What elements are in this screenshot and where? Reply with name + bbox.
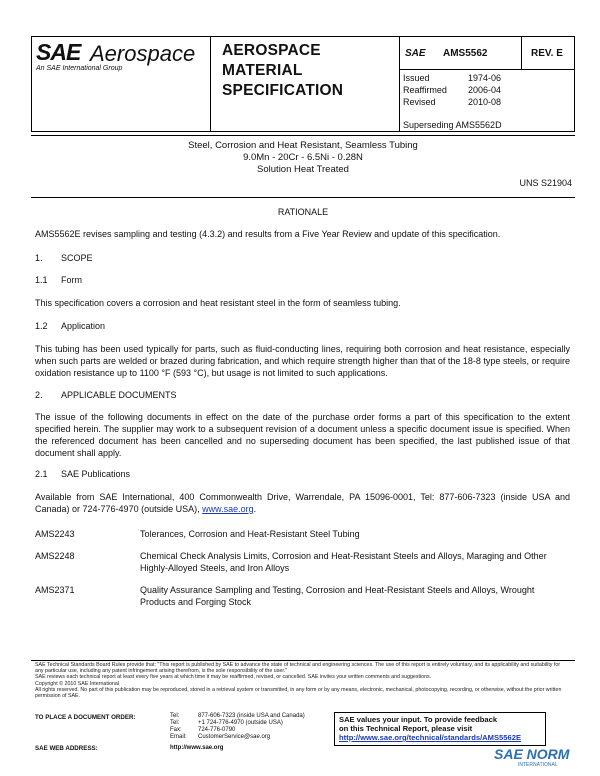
customer-service-email[interactable]: CustomerService@sae.org xyxy=(198,734,271,740)
footer-copyright: Copyright © 2010 SAE International xyxy=(35,680,119,687)
title-bottom-rule xyxy=(31,197,575,198)
spec-type-title: AEROSPACE MATERIAL SPECIFICATION xyxy=(222,42,344,99)
footer-review-text: SAE reviews each technical report at least every five years at which time it may be reaffirmed, revised, or cancelled. SAE invites your written comments and suggestions. xyxy=(35,674,432,681)
sae-norm-watermark: SAE NORM xyxy=(494,746,570,762)
section-2-1-heading: 2.1 SAE Publications xyxy=(35,469,131,479)
reference-code: AMS2243 xyxy=(35,529,75,539)
order-contacts: Tel: 877-606-7323 (inside USA and Canada) Tel: +1 724-776-4970 (outside USA) Fax: 724-776-0790 Email: CustomerService@sae.org xyxy=(170,713,305,740)
title-top-rule xyxy=(31,135,575,136)
reference-description: Quality Assurance Sampling and Testing, Corrosion and Heat-Resistant Steels and Alloys, Wrought Products and Forging Stock xyxy=(140,585,535,607)
rationale-heading: RATIONALE xyxy=(277,207,329,217)
feedback-box: SAE values your input. To provide feedback on this Technical Report, please visit http://www.sae.org/technical/standards/AMS5562E xyxy=(334,712,546,746)
web-address-label: SAE WEB ADDRESS: xyxy=(35,745,98,752)
web-address-link[interactable]: http://www.sae.org xyxy=(170,745,224,751)
dates-cell xyxy=(399,69,574,131)
revision-cell xyxy=(521,37,574,70)
section-2-heading: 2. APPLICABLE DOCUMENTS xyxy=(35,390,177,400)
section-1-heading: 1. SCOPE xyxy=(35,253,93,263)
superseding-note: Superseding AMS5562D xyxy=(403,120,502,130)
date-list: Issued 1974-06 Reaffirmed 2006-04 Revised 2010-08 xyxy=(403,73,502,107)
footer-rights: All rights reserved. No part of this publication may be reproduced, stored in a retrieval system or transmitted, in any form or by any means, electronic, mechanical, photocopying, recording, or otherwise, without the prior written permission of SAE. xyxy=(35,686,562,700)
reference-code: AMS2248 xyxy=(35,551,75,561)
logo-subtitle: An SAE International Group xyxy=(36,65,123,72)
aerospace-logo-text: Aerospace xyxy=(90,41,196,66)
sae-website-link[interactable]: www.sae.org xyxy=(202,504,254,514)
section-1-1-heading: 1.1 Form xyxy=(35,275,82,285)
reference-description: Tolerances, Corrosion and Heat-Resistant Steel Tubing xyxy=(140,529,360,539)
feedback-link[interactable]: http://www.sae.org/technical/standards/AMS5562E xyxy=(339,733,522,742)
small-sae-logo: SAE xyxy=(405,48,426,59)
rationale-text: AMS5562E revises sampling and testing (4.3.2) and results from a Five Year Review and update of this specification. xyxy=(35,229,501,239)
footer-legal xyxy=(35,662,570,699)
section-1-2-text: This tubing has been used typically for parts, such as fluid-conducting lines, requiring both corrosion and heat resistance, especially when such parts are welded or brazed during fabrication, and which require strength higher than that of the 18-8 type steels, or require oxidation resistance up to 1100 °F (593 °C), but usage is not limited to such applications. xyxy=(35,344,570,378)
footer-rules-text: SAE Technical Standards Board Rules provide that: "This report is published by SAE to advance the state of technical and engineering sciences. The use of this report is entirely voluntary, and its applicability and suitability for any particular use, including any patent infringement arising therefrom, is the sole responsibility of the user." xyxy=(35,662,561,675)
reference-description: Chemical Check Analysis Limits, Corrosion and Heat-Resistant Steels and Alloys, Maraging and Other Highly-Alloyed Steels, and Iron Alloys xyxy=(140,551,547,573)
reference-code: AMS2371 xyxy=(35,585,75,595)
revision-label: REV. E xyxy=(531,48,563,59)
order-label: TO PLACE A DOCUMENT ORDER: xyxy=(35,714,136,721)
section-2-text: The issue of the following documents in effect on the date of the purchase order forms a part of this specification to the extent specified herein. The supplier may work to a subsequent revision of a document unless a specific document issue is specified. When the referenced document has been cancelled and no superseding document has been specified, the last published issue of that document shall apply. xyxy=(35,412,570,458)
sae-logo: SAE xyxy=(36,39,81,65)
watermark-subtitle: INTERNATIONAL xyxy=(518,762,558,768)
document-header xyxy=(31,36,575,132)
spec-number-cell xyxy=(399,37,522,70)
spec-number: AMS5562 xyxy=(443,48,488,59)
footer-rule xyxy=(31,660,575,661)
section-1-2-heading: 1.2 Application xyxy=(35,321,106,331)
section-1-1-text: This specification covers a corrosion and heat resistant steel in the form of seamless tubing. xyxy=(35,298,401,308)
section-2-1-text: Available from SAE International, 400 Commonwealth Drive, Warrendale, PA 15096-0001, Tel: 877-606-7323 (inside USA and Canada) or 724-776-4970 (outside USA), www.sae.org. xyxy=(35,492,570,514)
spec-type-cell xyxy=(210,37,400,131)
uns-number: UNS S21904 xyxy=(519,178,572,188)
document-title: Steel, Corrosion and Heat Resistant, Seamless Tubing 9.0Mn - 20Cr - 6.5Ni - 0.28N Solution Heat Treated xyxy=(188,140,418,175)
logo-cell xyxy=(32,37,211,131)
